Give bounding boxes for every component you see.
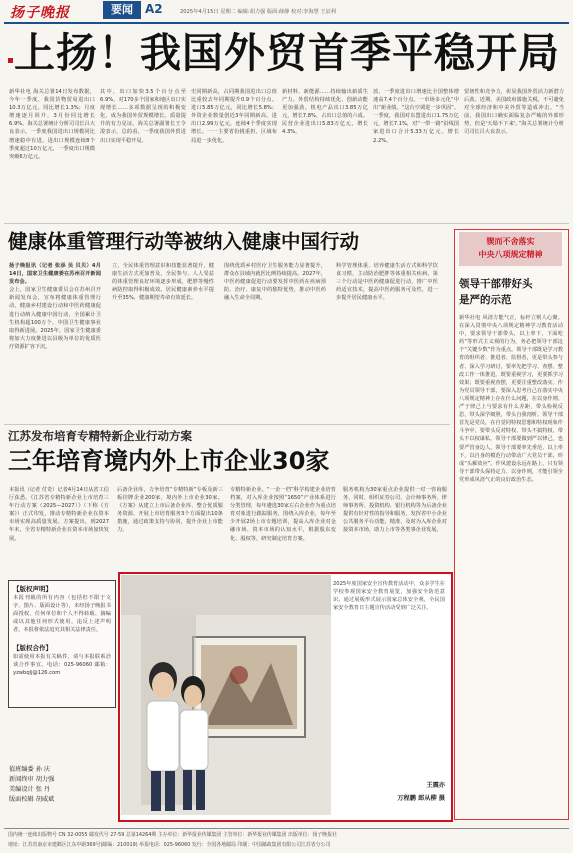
footer-rule <box>4 828 569 829</box>
masthead-meta: 2025年4月15日 星期二 编辑:胡力强 版面:薛静 校对:李海慧 王辰利 <box>180 9 336 15</box>
health-col-3: 围绕优质乡村医疗卫生服务能力显著提升，群众在县域内就医比例持续提高。2027年，中医药健康促进行动要发挥中医药在疾病预防、治疗、康复中的独特优势，推动中医药融入生命全周期。 <box>224 263 326 302</box>
jiangsu-col-2: 后备企业库，力争培育“专精特新”专板及新三板挂牌企业200家，境内外上市企业30家。《方案》从建立上市后备企业库、整合优质服务资源、开展上市培育服务3个方面提出10条措施，通过政策支持与协同，提升企业上市能力。 <box>117 487 223 534</box>
section-label: 要闻 <box>103 1 141 19</box>
photo-credit: 万程鹏 郎从柳 摄 <box>397 795 445 802</box>
notice-title: 【版权声明】 <box>13 585 52 593</box>
photo-caption <box>333 580 445 816</box>
lead-col-2: 其中，出口加快3.5个百分点至6.9%，对170多个国家和地区出口实现增长……多项数据呈现的积极变化，成为我国外贸规模增长、质量提升的有力见证。海关总署副署长王令浚表示，总的看，一季度我国外贸进出口实现平稳开局。 <box>100 89 186 144</box>
jiangsu-kicker: 江苏发布培育专精特新企业行动方案 <box>8 429 192 443</box>
health-col-2: 立，全民体重管理意识和技能显著提升，健康生活方式更加普及，全民参与、人人受益的体重管理良好环境逐步形成，肥胖等慢性病防控取得积极成效。居民健康素养水平提升至35%，健康期望寿命有效延长。 <box>112 263 214 302</box>
sidebox-kicker-line-2: 中央八项规定精神 <box>478 250 543 259</box>
health-headline: 健康体重管理行动等被纳入健康中国行动 <box>8 230 360 253</box>
photo-image <box>121 575 331 815</box>
masthead-rule <box>4 22 569 24</box>
lead-col-5: 放，一季度进出口增速比全国整体增速高7.4个百分点。一市场多元化“中出”新业绩。“这台空调进一步巩固”。一季度，我国对东盟进出口1.75万亿元，增长7.1%，对“一带一路”沿线国家进出口合计5.33万亿元，增长2.2%。 <box>373 89 459 144</box>
staff-name: 孙 庆 <box>35 766 51 773</box>
lead-col-3: 史同期新高，占同期我国进出口总值比重较去年同期提升0.9个百分点。进口5.85万亿元，同比增长5.8%；外资企业数量创近3年同期新高。进出口2.99万亿元，连续4个季度实现增长。一一主要省份挑重担。区域布局进一步优化。 <box>191 89 277 144</box>
notice-body: 本报刊载的所有内容（包括但不限于文字、图片、版面设计等），未经扬子晚报书面授权，任何单位和个人不得转载、摘编或以其他任何形式使用。违反上述声明者，本报将依法追究其相关法律责任。 <box>13 595 111 634</box>
staff-row <box>9 795 109 805</box>
health-byline: 扬子晚报讯（记者 张添 吴 贝贝）4月14日，国家卫生健康委在苏州召开新闻发布会。 <box>9 263 101 286</box>
staff-name: 胡力强 <box>35 776 55 783</box>
staff-credits <box>9 765 109 805</box>
jiangsu-col-4: 服务机构为30家重点企业提供一对一咨询服务，同时，组织证券公司、会计师事务所、律师事务所、投资机构、银行机构等为后备企业提供有针对性的指导和服务，发挥省中小企业公共服务平台功能，精准、及时为入库企业对接资本市场，助力上市等各类事企业发展。 <box>343 487 447 534</box>
page-number: A2 <box>145 2 163 16</box>
staff-label: 新闻终审 <box>9 776 34 783</box>
sidebox-title-line-2: 是严的示范 <box>459 294 512 306</box>
sidebox-title <box>459 276 565 308</box>
health-col-1 <box>9 262 101 422</box>
lead-flag-icon <box>8 58 13 63</box>
jiangsu-col-1: 本报讯（记者 付奇）记者4月14日从省工信厅获悉，《江苏省专精特新企业上市培育三年行动方案（2025—2027）》（下称《方案》）正式印发，推动专精特新企业在资本市场实现高质量发展。方案提出，到2027年末，全省专精特新企业在资本市场加快发展。 <box>9 487 109 542</box>
photo-credit-author: 王震亦 <box>426 782 445 789</box>
footer-line-1: 国内统一连续出版物号 CN 32-0055 邮发代号 27-59 总第14264期 主办单位：新华报业传媒集团 主管单位：新华报业传媒集团 出版单位：扬子晚报社 <box>8 832 337 838</box>
masthead <box>0 0 573 22</box>
photo-caption-text: 2025年度国家安全宣传教育活动中，众多学生在学校参观国家安全教育展览，加强安全防范意识。通过展板形式展示国家总体安全观，全民国家安全教育日主题宣传活动受到广泛关注。 <box>333 581 445 612</box>
staff-name: 张 丹 <box>35 786 51 793</box>
staff-row <box>9 775 109 785</box>
staff-name: 胡威斌 <box>35 796 55 803</box>
notice-title-2: 【版权合作】 <box>13 644 52 652</box>
footer-line-2: 地址：江苏省南京市建邺区江东中路369号(邮编：210019) 举报电话：025-96060 发行：全国各地邮局 印刷：中国邮政集团有限公司江苏省分公司 <box>8 842 331 848</box>
health-col-4: 科学管理体重，培养健康生活方式和科学饮食习惯，主动防治肥胖等体重相关疾病。第三个行动是中医药健康促进行动，推广中医药适宜技术，提高中医药服务可及性，进一步提升居民健康水平。 <box>336 263 438 302</box>
staff-row <box>9 785 109 795</box>
staff-label: 值班编委 <box>9 766 34 773</box>
sidebox-kicker-line-1: 锲而不舍落实 <box>486 237 535 246</box>
health-col-1-text: 会上，国家卫生健康委员会在苏州召开新闻发布会，宣布将健康体重管理行动、健康乡村建设行动和中医药健康促进行动纳入健康中国行动，全国累计卫生机构超100万个，中国卫生健康事业取得新进展。2025年，国家卫生健康委将加大力度推进以县级为单位的优质医疗资源扩容下沉。 <box>9 287 101 350</box>
lead-col-1: 新华社电 海关总署14日发布数据，今年一季度，我国货物贸易进出口10.3万亿元，同比增长1.3%；月度增速逐月回升，3月份同比增长6.9%。海关总署统计分析司司长吕大良表示，一季度我国进出口规模同比增速稳中有进。进出口规模连续8个季度超过10万亿元，一季度出口规模突破6万亿元。 <box>9 89 95 160</box>
notice-box <box>8 580 116 708</box>
lead-col-6: 贸韧性和竞争力，彰显我国外贸活力新潜力后劲。近期，美国政府滥施关税，不可避免对全球经济和中美外贸等造成冲击。“当前，我国出口确实面临复杂严峻的外部形势，但是'天塌不下来'。”海关总署统计分析司司长吕大良表示。 <box>464 89 564 136</box>
masthead-logo: 扬子晚报 <box>10 5 70 21</box>
jiangsu-col-3: 专精特新企业。“一企一档”科学构建企业培育档案，对入库企业按照“1650”产业体系进行分类管理，每年遴选30家左右企业作为重点培育对象进行跟踪服务，围绕入库企业，每年至少开展2场上市专题培训，提高入库企业对金融市场、资本市场的认知水平，根据股东变化、股权等，研究制定培育方案。 <box>230 487 336 542</box>
sidebox-title-line-1: 领导干部带好头 <box>459 278 533 290</box>
sidebox-body: 新华社电 风清方能气正，标杆立则人心聚。在深入贯彻中央八项规定精神学习教育活动中，要求领导干部带头，以上率下，下面吃药“等形式主义观的行为，务必把领导干部这个“关键少数”作为重点。领导干部既是学习教育的组织者、推进者、监督者，更是带头参与者、深入学习研讨，要率先把学习、查摆、整改工作一体推进。既要重视学习，更要抓学习效果；既要重视查摆，更要注重整改落实。作为党员领导干部，要深入思考自己在落实中央八项规定精神上存在什么问题，在以身作则、严于律己上与要求有什么差距，带头检视反思，带头深学细照，带头自我剖析。领导干部首先是党员，在自觉同特权思想和特权现象作斗争中，要带头反对特权、带头不搞特权、带头不以权谋私。领导干部要做到严以律己，也要严管身边人。领导干部要率先垂范、以上率下，以自身的模范行动带动广大党员干部，形成“头雁效应”。作风建设永远在路上，只有领导干部带头保持定力、以身作则，才能引领全党形成风清气正的良好政治生态。 <box>459 315 563 483</box>
divider-1 <box>4 223 569 224</box>
jiangsu-headline: 三年培育境内外上市企业30家 <box>8 447 330 475</box>
lead-headline: 上扬！我国外贸首季平稳开局 <box>14 29 560 77</box>
lead-col-4: 新材料、新能源……持续输出新质生产力。外贸结构持续优化、创新动能更加强劲。机电产品出口3.85万亿元，增长7.8%，占出口总值的六成。民营企业进出口5.83万亿元，增长4.3%。 <box>282 89 368 136</box>
staff-label: 美编设计 <box>9 786 34 793</box>
staff-row <box>9 765 109 775</box>
sidebox-kicker <box>459 232 562 266</box>
notice-body-2: 如需使用本报有关稿件，请与本报联系洽谈合作事宜。电话：025-96060 邮箱：yzwbqlj@126.com <box>13 654 111 677</box>
divider-2 <box>4 424 450 425</box>
staff-label: 版面校辑 <box>9 796 34 803</box>
